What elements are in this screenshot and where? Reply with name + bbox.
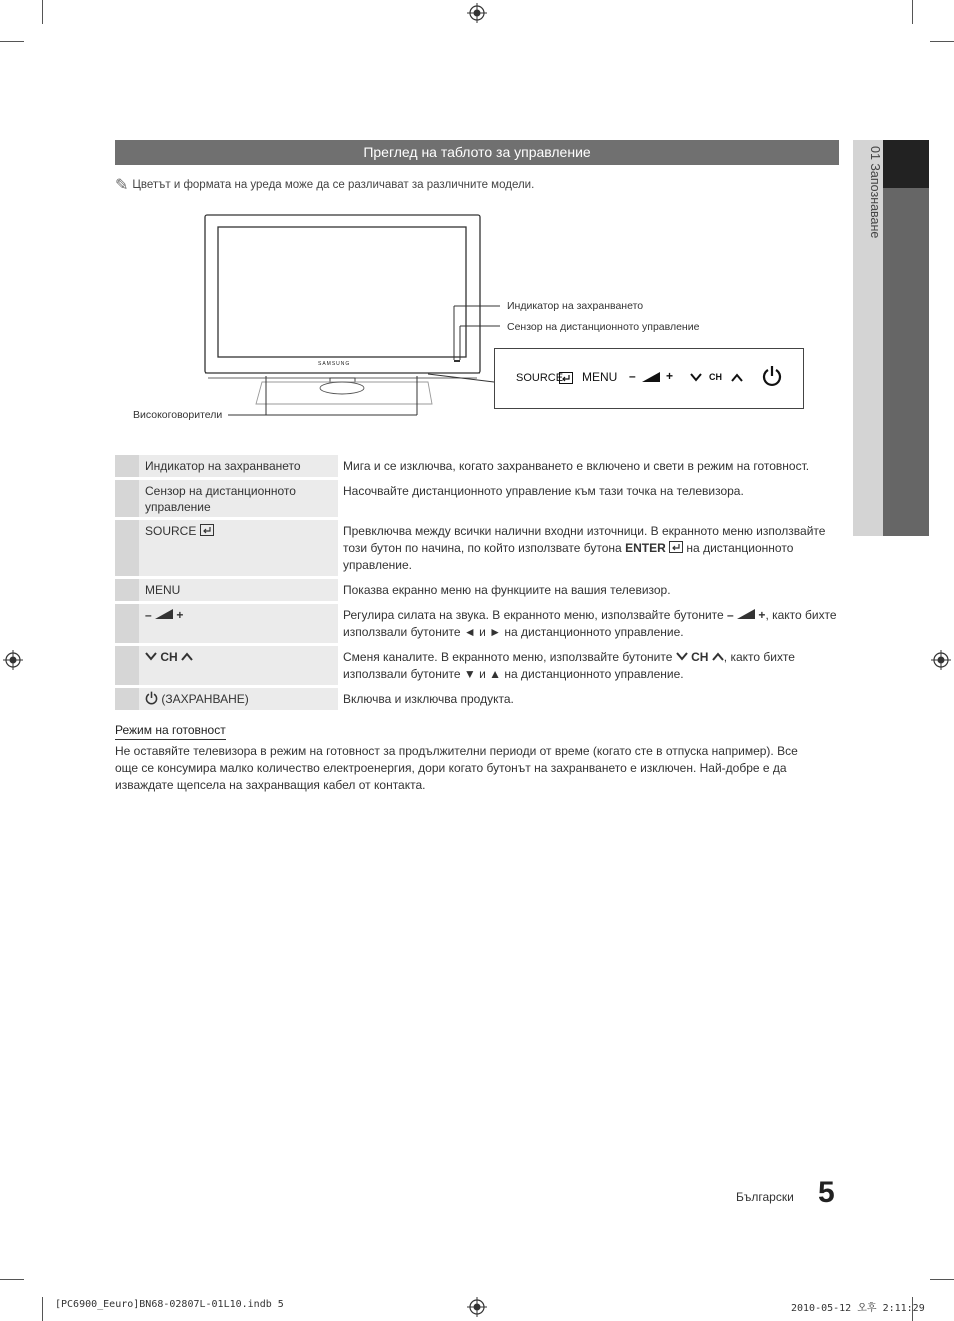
row-label: Индикатор на захранването — [139, 455, 338, 477]
language-label: Български — [736, 1190, 794, 1204]
table-row — [115, 688, 839, 710]
callout-speakers: Високоговорители — [133, 409, 223, 421]
row-desc: Показва екранно меню на функциите на вашия телевизор. — [343, 583, 671, 597]
crop-mark — [42, 0, 43, 24]
tv-logo: SAMSUNG — [318, 361, 351, 367]
volume-icon — [642, 372, 660, 382]
volume-icon — [737, 609, 755, 619]
vol-minus-label: – — [629, 369, 636, 383]
source-label: SOURCE — [516, 372, 564, 384]
controls-table — [115, 455, 839, 713]
enter-icon — [559, 372, 573, 384]
note — [115, 175, 534, 195]
row-label — [139, 688, 338, 710]
standby-text: Не оставяйте телевизора в режим на готовност за продължителни периоди от време (когато сте в отпуска например). Все още се консумира малко количество електроенергия, дори когато бутонът на захранването е изключен. Най-добре е да изваждате щепсела на захранващия кабел от контакта. — [115, 744, 798, 792]
chevron-up-icon — [181, 652, 193, 661]
row-label: MENU — [139, 579, 338, 601]
power-icon — [762, 365, 782, 387]
callout-remote-sensor: Сензор на дистанционното управление — [507, 321, 700, 333]
control-panel — [494, 348, 804, 409]
power-icon — [145, 691, 158, 705]
chevron-up-icon — [712, 652, 724, 661]
registration-mark-icon — [931, 650, 951, 670]
table-row — [115, 646, 839, 685]
callout-power-indicator: Индикатор на захранването — [507, 300, 644, 312]
enter-label: ENTER — [625, 541, 666, 555]
crop-mark — [930, 1279, 954, 1280]
row-desc: Регулира силата на звука. В екранното меню, използвайте бутоните – +, както бихте използвали бутоните ◄ и ► на дистанционното управление. — [343, 608, 837, 639]
crop-mark — [42, 1297, 43, 1321]
vol-plus-label: + — [666, 369, 674, 383]
row-label — [139, 604, 338, 643]
row-desc: Мига и се изключва, когато захранването е включено и свети в режим на готовност. — [343, 459, 810, 473]
chevron-down-icon — [145, 652, 157, 661]
registration-mark-icon — [467, 3, 487, 23]
pencil-note-icon: ✎ — [115, 177, 129, 194]
ch-label: CH — [160, 650, 178, 664]
table-row — [115, 604, 839, 643]
source-label: SOURCE — [145, 524, 197, 538]
chapter-tab-marker — [883, 140, 929, 188]
chapter-tab-dark — [883, 140, 929, 536]
registration-mark-icon — [467, 1297, 487, 1317]
row-desc: Включва и изключва продукта. — [343, 692, 514, 706]
chevron-down-icon — [690, 373, 702, 382]
crop-mark — [930, 41, 954, 42]
row-desc: Сменя каналите. В екранното меню, използвайте бутоните CH , както бихте използвали бутоните ▼ и ▲ на дистанционното управление. — [343, 650, 795, 681]
table-row — [115, 579, 839, 601]
page-number: 5 — [818, 1176, 835, 1209]
enter-icon — [669, 541, 683, 553]
crop-mark — [912, 0, 913, 24]
registration-mark-icon — [3, 650, 23, 670]
note-text: Цветът и формата на уреда може да се различават за различните модели. — [132, 179, 535, 191]
power-label: (ЗАХРАНВАНЕ) — [161, 692, 249, 706]
crop-mark — [0, 41, 24, 42]
row-label: Сензор на дистанционното управление — [139, 480, 338, 517]
ch-label: CH — [709, 372, 722, 382]
vol-plus-label: + — [176, 608, 184, 622]
standby-title: Режим на готовност — [115, 723, 226, 740]
table-row — [115, 520, 839, 576]
row-label — [139, 646, 338, 685]
chapter-label: 01 Запознаване — [868, 146, 882, 239]
chevron-up-icon — [731, 373, 743, 382]
row-desc: Насочвайте дистанционното управление към тази точка на телевизора. — [343, 484, 744, 498]
vol-minus-label: – — [145, 608, 152, 622]
print-file-info: [PC6900_Eeuro]BN68-02807L-01L10.indb 5 — [55, 1299, 284, 1310]
section-title: Преглед на таблото за управление — [115, 140, 839, 165]
row-label — [139, 520, 338, 576]
table-row — [115, 480, 839, 517]
menu-label: MENU — [582, 370, 618, 384]
chevron-down-icon — [676, 652, 688, 661]
crop-mark — [0, 1279, 24, 1280]
volume-icon — [155, 609, 173, 619]
print-timestamp: 2010-05-12 오후 2:11:29 — [791, 1303, 925, 1314]
enter-icon — [200, 524, 214, 536]
row-desc: Превключва между всички налични входни източници. В екранното меню използвайте този бутон по начина, по който използвате бутона ENTER на дистанционното управление. — [343, 524, 826, 572]
table-row — [115, 455, 839, 477]
